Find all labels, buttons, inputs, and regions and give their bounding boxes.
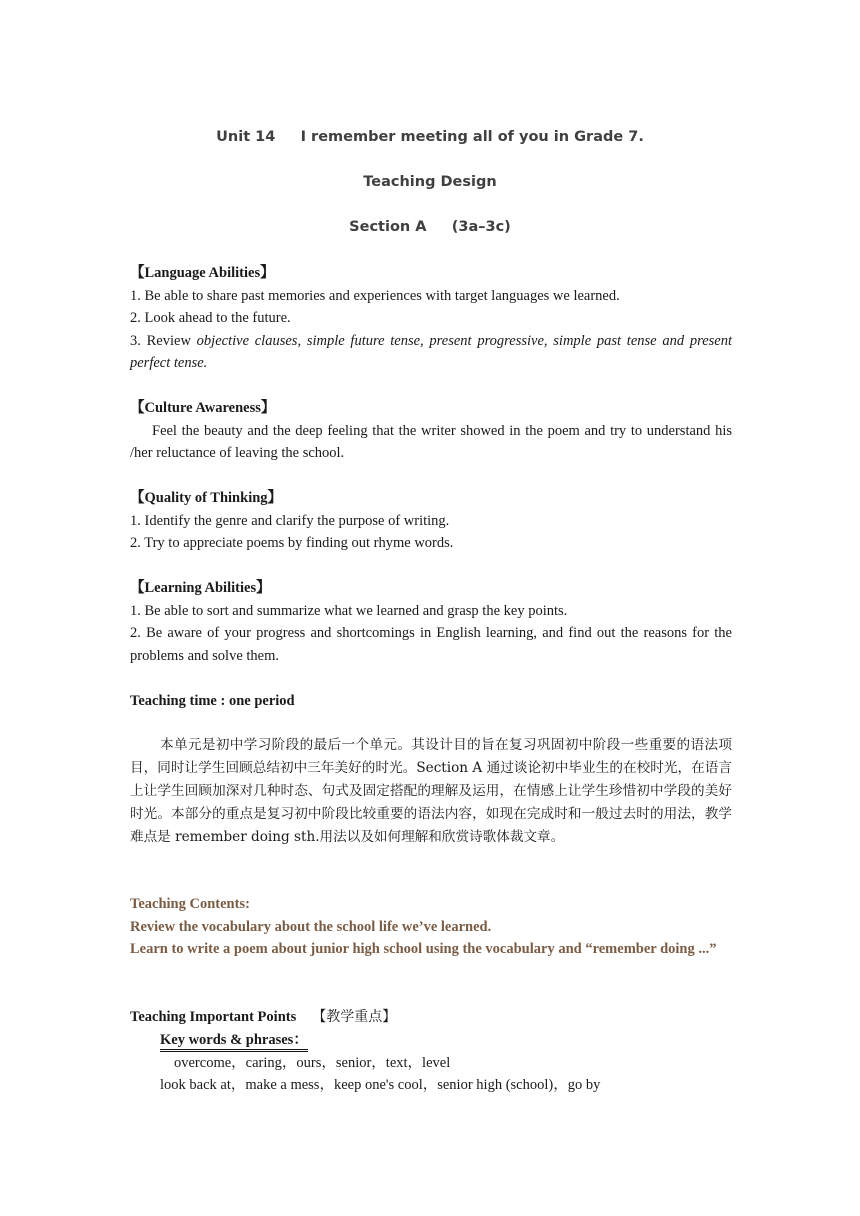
culture-awareness <box>130 397 732 465</box>
learning-heading: 【Learning Abilities】 <box>130 580 271 596</box>
culture-text: Feel the beauty and the deep feeling that the writer showed in the poem and try to understand his /her reluctance of leaving the school. <box>130 422 732 461</box>
key-words-label: Key words & phrases： <box>160 1032 308 1052</box>
quality-of-thinking <box>130 487 732 555</box>
language-abilities <box>130 262 732 375</box>
points-heading: Teaching Important Points <box>130 1009 297 1025</box>
thinking-heading: 【Quality of Thinking】 <box>130 490 283 506</box>
points-heading-zh: 【教学重点】 <box>312 1009 397 1025</box>
learning-item-2: 2. Be aware of your progress and shortcomings in English learning, and find out the reasons for the problems and solve them. <box>130 625 732 664</box>
key-words-label-line <box>130 1029 732 1052</box>
key-words-list: overcome，caring，ours，senior，text，level <box>174 1054 451 1071</box>
section-title: Section A (3a–3c) <box>349 219 511 235</box>
language-item-1: 1. Be able to share past memories and experiences with target languages we learned. <box>130 287 620 304</box>
contents-heading: Teaching Contents: <box>130 896 250 912</box>
teaching-time: Teaching time : one period <box>130 693 295 709</box>
language-item-3: 3. Review objective clauses, simple future tense, present progressive, simple past tense and present perfect tense. <box>130 332 732 371</box>
contents-line-2: Learn to write a poem about junior high school using the vocabulary and “remember doing ...” <box>130 941 717 957</box>
learning-abilities <box>130 577 732 667</box>
thinking-item-2: 2. Try to appreciate poems by finding out rhyme words. <box>130 535 454 551</box>
important-points <box>130 1006 732 1097</box>
points-heading-line <box>130 1006 732 1029</box>
learning-item-1: 1. Be able to sort and summarize what we learned and grasp the key points. <box>130 602 568 619</box>
teaching-contents <box>130 893 732 961</box>
unit-title: Unit 14 I remember meeting all of you in Grade 7. <box>216 129 644 145</box>
key-phrases-list: look back at，make a mess，keep one's cool，senior high (school)，go by <box>160 1077 601 1093</box>
contents-line-1: Review the vocabulary about the school life we’ve learned. <box>130 918 492 935</box>
thinking-item-1: 1. Identify the genre and clarify the purpose of writing. <box>130 512 450 529</box>
culture-heading: 【Culture Awareness】 <box>130 400 276 416</box>
design-title: Teaching Design <box>363 174 497 190</box>
language-heading: 【Language Abilities】 <box>130 265 275 281</box>
intro-paragraph: 本单元是初中学习阶段的最后一个单元。其设计目的旨在复习巩固初中阶段一些重要的语法项目，同时让学生回顾总结初中三年美好的时光。Section A 通过谈论初中毕业生的在校时光，在语言上让学生回顾加深对几种时态、句式及固定搭配的理解及运用，在情感上让学生珍惜初中学段的美好时光。本部分的重点是复习初中阶段比较重要的语法内容，如现在完成时和一般过去时的用法，教学难点是 remember doing sth.用法以及如何理解和欣赏诗歌体裁文章。 <box>130 737 732 845</box>
language-item-2: 2. Look ahead to the future. <box>130 310 291 326</box>
